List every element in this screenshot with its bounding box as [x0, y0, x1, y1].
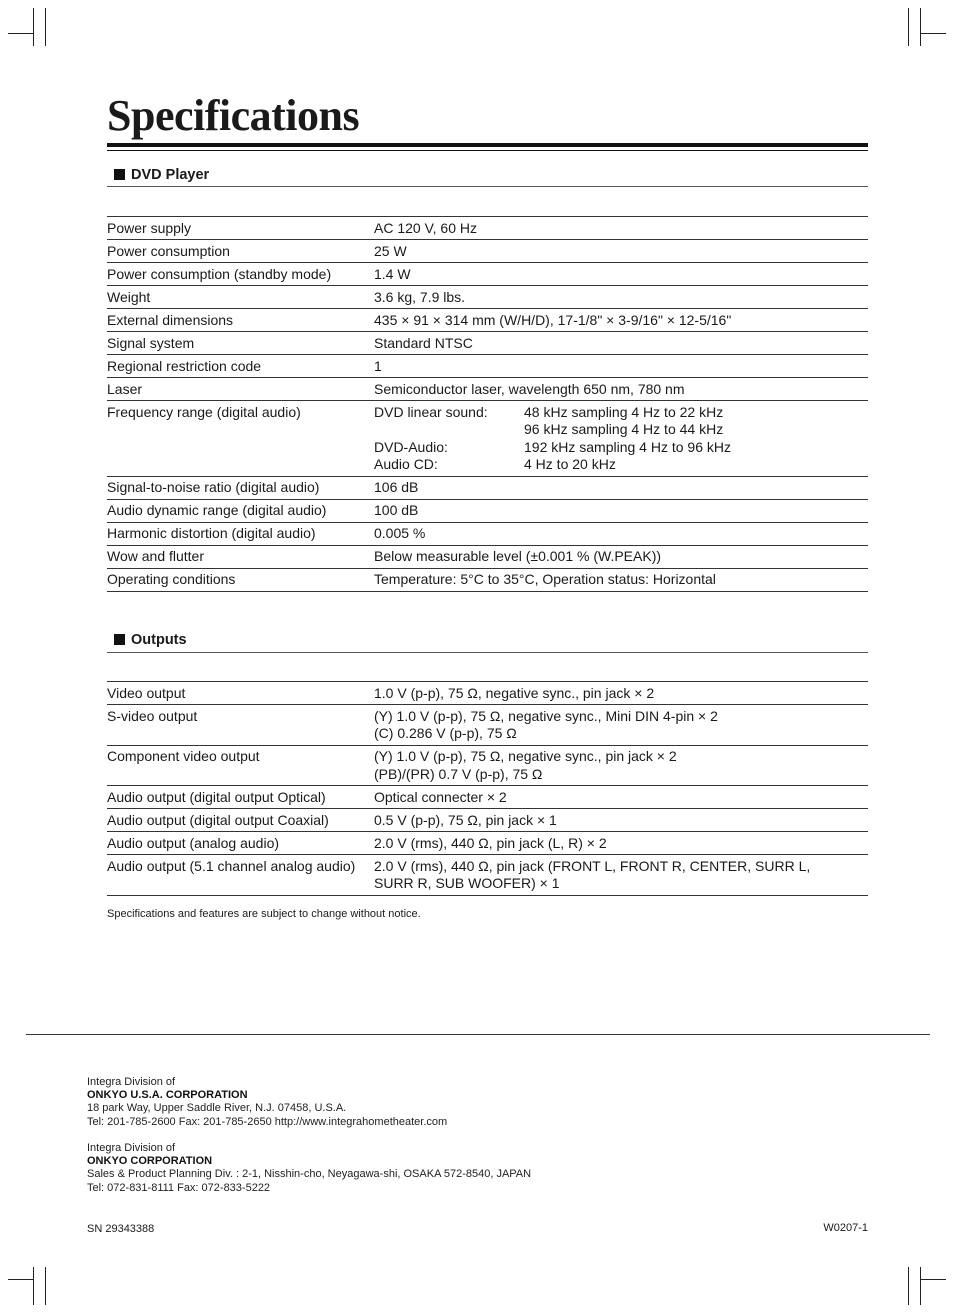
table-row — [107, 832, 868, 855]
table-row — [107, 355, 868, 378]
spec-value: 0.005 % — [374, 522, 868, 545]
table-row — [107, 705, 868, 746]
table-row — [107, 286, 868, 309]
sub-row — [374, 456, 868, 474]
sub-label: DVD-Audio: — [374, 438, 448, 455]
spec-value-frequency — [374, 401, 868, 477]
spec-value: Temperature: 5°C to 35°C, Operation status: Horizontal — [374, 568, 868, 591]
spec-value: Optical connecter × 2 — [374, 786, 868, 809]
spec-value-line: (C) 0.286 V (p-p), 75 Ω — [374, 725, 517, 741]
table-row — [107, 378, 868, 401]
spec-label: Audio output (digital output Coaxial) — [107, 809, 374, 832]
section-rule — [107, 186, 868, 187]
footer-rule — [26, 1034, 930, 1035]
section-heading-outputs — [114, 632, 868, 648]
table-row — [107, 476, 868, 499]
spec-value: 435 × 91 × 314 mm (W/H/D), 17-1/8" × 3-9/16" × 12-5/16" — [374, 309, 868, 332]
spec-value: 3.6 kg, 7.9 lbs. — [374, 286, 868, 309]
spec-value: 100 dB — [374, 499, 868, 522]
title-rule — [107, 143, 868, 147]
spec-value — [374, 745, 868, 786]
spec-value: 106 dB — [374, 476, 868, 499]
sub-label: DVD linear sound: — [374, 403, 488, 420]
spec-label: Operating conditions — [107, 568, 374, 591]
crop-mark-top-left-h — [8, 33, 34, 34]
spec-value: 25 W — [374, 240, 868, 263]
section-heading-label: Outputs — [131, 632, 187, 648]
table-row — [107, 786, 868, 809]
spec-value-line: (Y) 1.0 V (p-p), 75 Ω, negative sync., pin jack × 2 — [374, 748, 677, 764]
title-rule-thin — [107, 150, 868, 151]
section-rule — [107, 652, 868, 653]
spec-value: 1 — [374, 355, 868, 378]
table-row — [107, 217, 868, 240]
crop-mark-bottom-left-v — [33, 1267, 34, 1305]
spec-value: 1.4 W — [374, 263, 868, 286]
spec-value-line: (Y) 1.0 V (p-p), 75 Ω, negative sync., Mini DIN 4-pin × 2 — [374, 707, 718, 724]
division-label: Integra Division of — [87, 1076, 176, 1088]
square-bullet-icon — [114, 169, 125, 180]
spec-label: Wow and flutter — [107, 545, 374, 568]
spec-value — [374, 705, 868, 746]
spec-label: External dimensions — [107, 309, 374, 332]
spec-value: 1.0 V (p-p), 75 Ω, negative sync., pin jack × 2 — [374, 682, 868, 705]
spec-label: Signal system — [107, 332, 374, 355]
crop-mark-bottom-left-v2 — [45, 1267, 46, 1305]
table-row — [107, 855, 868, 896]
sub-value: 4 Hz to 20 kHz — [524, 456, 616, 472]
table-row — [107, 309, 868, 332]
address-block-japan — [87, 1142, 531, 1195]
spec-value: Standard NTSC — [374, 332, 868, 355]
crop-mark-bottom-right-v — [908, 1267, 909, 1305]
sub-row — [374, 439, 868, 457]
sub-row — [374, 404, 868, 422]
spec-label: Audio output (analog audio) — [107, 832, 374, 855]
spec-label: Audio dynamic range (digital audio) — [107, 499, 374, 522]
address-block-usa — [87, 1076, 447, 1129]
crop-mark-top-right-h — [920, 33, 946, 34]
crop-mark-top-left-v — [33, 8, 34, 46]
spec-table-outputs — [107, 681, 868, 896]
spec-label: Regional restriction code — [107, 355, 374, 378]
sub-value: 96 kHz sampling 4 Hz to 44 kHz — [524, 421, 724, 437]
sub-label — [374, 421, 524, 439]
spec-value: AC 120 V, 60 Hz — [374, 217, 868, 240]
table-row — [107, 499, 868, 522]
table-row — [107, 545, 868, 568]
crop-mark-bottom-left-h — [8, 1279, 34, 1280]
crop-mark-top-right-v — [908, 8, 909, 46]
spec-label: Power consumption — [107, 240, 374, 263]
section-heading-dvd-player — [114, 167, 868, 183]
crop-mark-bottom-right-v2 — [920, 1267, 921, 1305]
contact-info: Tel: 201-785-2600 Fax: 201-785-2650 http://www.integrahometheater.com — [87, 1115, 448, 1128]
table-row — [107, 522, 868, 545]
spec-value: 0.5 V (p-p), 75 Ω, pin jack × 1 — [374, 809, 868, 832]
table-row — [107, 332, 868, 355]
square-bullet-icon — [114, 634, 125, 645]
street-address: Sales & Product Planning Div. : 2-1, Nisshin-cho, Neyagawa-shi, OSAKA 572-8540, JAPAN — [87, 1168, 532, 1181]
table-row — [107, 240, 868, 263]
table-row — [107, 568, 868, 591]
spec-label: Power supply — [107, 217, 374, 240]
spec-value-line: 2.0 V (rms), 440 Ω, pin jack (FRONT L, FRONT R, CENTER, SURR L, — [374, 857, 811, 874]
spec-label: Weight — [107, 286, 374, 309]
spec-label: Audio output (digital output Optical) — [107, 786, 374, 809]
spec-value: Semiconductor laser, wavelength 650 nm, 780 nm — [374, 378, 868, 401]
sub-value: 48 kHz sampling 4 Hz to 22 kHz — [524, 403, 724, 420]
company-name: ONKYO U.S.A. CORPORATION — [87, 1089, 248, 1102]
spec-label: Frequency range (digital audio) — [107, 401, 374, 477]
spec-label: Harmonic distortion (digital audio) — [107, 522, 374, 545]
section-heading-label: DVD Player — [131, 167, 210, 183]
spec-label: Laser — [107, 378, 374, 401]
spec-label: Component video output — [107, 745, 374, 786]
table-row — [107, 263, 868, 286]
table-row — [107, 401, 868, 477]
document-code: W0207-1 — [823, 1222, 868, 1234]
spec-label: Audio output (5.1 channel analog audio) — [107, 855, 374, 896]
spec-label: S-video output — [107, 705, 374, 746]
sub-value: 192 kHz sampling 4 Hz to 96 kHz — [524, 438, 731, 455]
crop-mark-top-left-v2 — [45, 8, 46, 46]
spec-label: Signal-to-noise ratio (digital audio) — [107, 476, 374, 499]
company-name: ONKYO CORPORATION — [87, 1155, 213, 1168]
table-row — [107, 809, 868, 832]
spec-value-line: (PB)/(PR) 0.7 V (p-p), 75 Ω — [374, 765, 543, 782]
page-title: Specifications — [107, 91, 360, 140]
spec-value — [374, 855, 868, 896]
disclaimer-note: Specifications and features are subject to change without notice. — [107, 908, 421, 920]
spec-label: Power consumption (standby mode) — [107, 263, 374, 286]
table-row — [107, 745, 868, 786]
spec-value: Below measurable level (±0.001 % (W.PEAK)) — [374, 545, 868, 568]
table-row — [107, 682, 868, 705]
crop-mark-top-right-v2 — [920, 8, 921, 46]
spec-value-line: SURR R, SUB WOOFER) × 1 — [374, 875, 560, 891]
spec-label: Video output — [107, 682, 374, 705]
sub-label: Audio CD: — [374, 456, 438, 472]
crop-mark-bottom-right-h — [920, 1279, 946, 1280]
spec-table-dvd-player — [107, 216, 868, 592]
contact-info: Tel: 072-831-8111 Fax: 072-833-5222 — [87, 1181, 271, 1194]
spec-value: 2.0 V (rms), 440 Ω, pin jack (L, R) × 2 — [374, 832, 868, 855]
serial-number: SN 29343388 — [87, 1223, 155, 1235]
division-label: Integra Division of — [87, 1142, 176, 1154]
sub-row — [374, 421, 868, 439]
street-address: 18 park Way, Upper Saddle River, N.J. 07458, U.S.A. — [87, 1102, 347, 1115]
